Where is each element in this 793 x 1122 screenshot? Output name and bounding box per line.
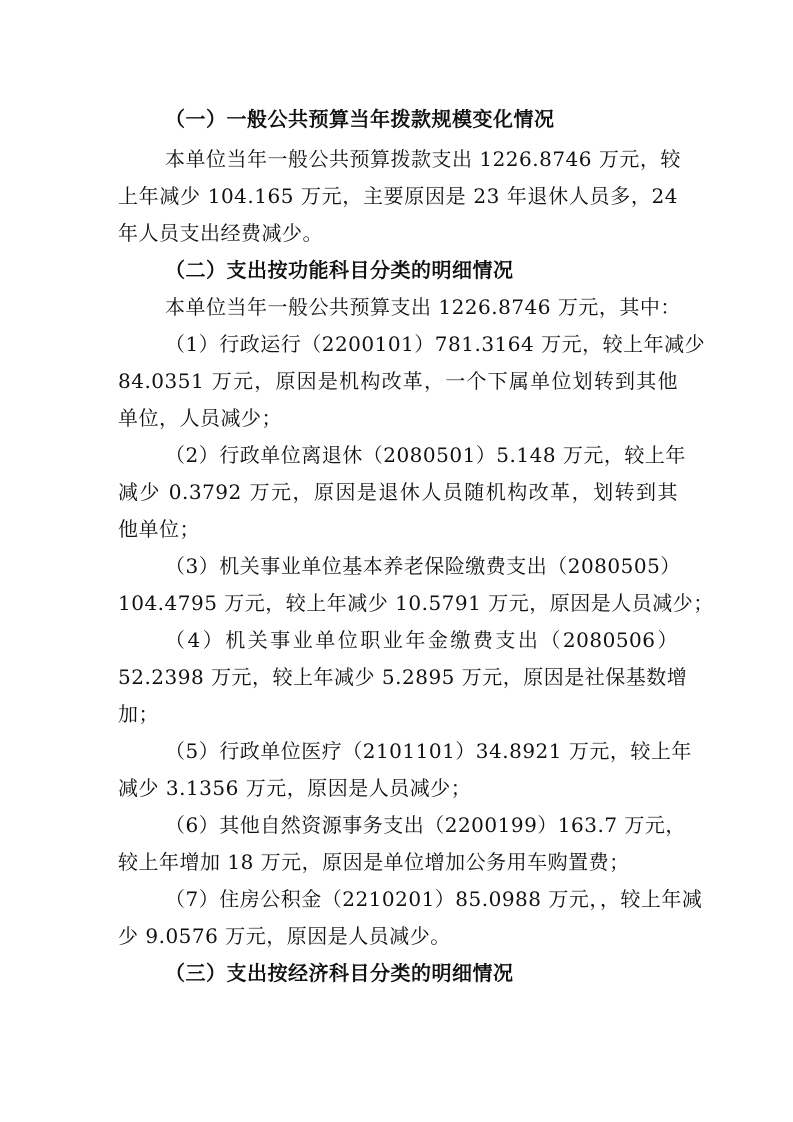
section1-paragraph-line: 本单位当年一般公共预算拨款支出 1226.8746 万元，较: [165, 147, 681, 171]
item-line: （2）行政单位离退休（2080501）5.148 万元，较上年: [165, 443, 686, 467]
item-line: （3）机关事业单位基本养老保险缴费支出（2080505）: [165, 554, 681, 578]
item-line: 加；: [118, 702, 159, 726]
section1-paragraph-line: 上年减少 104.165 万元，主要原因是 23 年退休人员多，24: [118, 184, 678, 208]
item-line: 52.2398 万元，较上年减少 5.2895 万元，原因是社保基数增: [118, 665, 688, 689]
item-line: 少 9.0576 万元，原因是人员减少。: [118, 924, 451, 948]
section1-paragraph-line: 年人员支出经费减少。: [118, 221, 323, 245]
section2-intro: 本单位当年一般公共预算支出 1226.8746 万元，其中：: [165, 295, 681, 319]
item-line: （5）行政单位医疗（2101101）34.8921 万元，较上年: [165, 739, 692, 763]
item-line: （1）行政运行（2200101）781.3164 万元，较上年减少: [165, 332, 706, 356]
item-line: （4）机关事业单位职业年金缴费支出（2080506）: [165, 628, 678, 652]
section1-heading: （一）一般公共预算当年拨款规模变化情况: [165, 107, 555, 131]
item-line: （7）住房公积金（2210201）85.0988 万元，，较上年减: [165, 887, 703, 911]
item-line: 他单位；: [118, 517, 200, 541]
item-line: 较上年增加 18 万元，原因是单位增加公务用车购置费；: [118, 850, 630, 874]
item-line: 减少 3.1356 万元，原因是人员减少；: [118, 776, 472, 800]
item-line: 减少 0.3792 万元，原因是退休人员随机构改革，划转到其: [118, 480, 678, 504]
section3-heading: （三）支出按经济科目分类的明细情况: [165, 961, 514, 985]
section2-heading: （二）支出按功能科目分类的明细情况: [165, 258, 514, 282]
item-line: 84.0351 万元，原因是机构改革，一个下属单位划转到其他: [118, 369, 678, 393]
item-line: 104.4795 万元，较上年减少 10.5791 万元，原因是人员减少；: [118, 591, 714, 615]
item-line: （6）其他自然资源事务支出（2200199）163.7 万元，: [165, 813, 686, 837]
item-line: 单位，人员减少；: [118, 406, 282, 430]
